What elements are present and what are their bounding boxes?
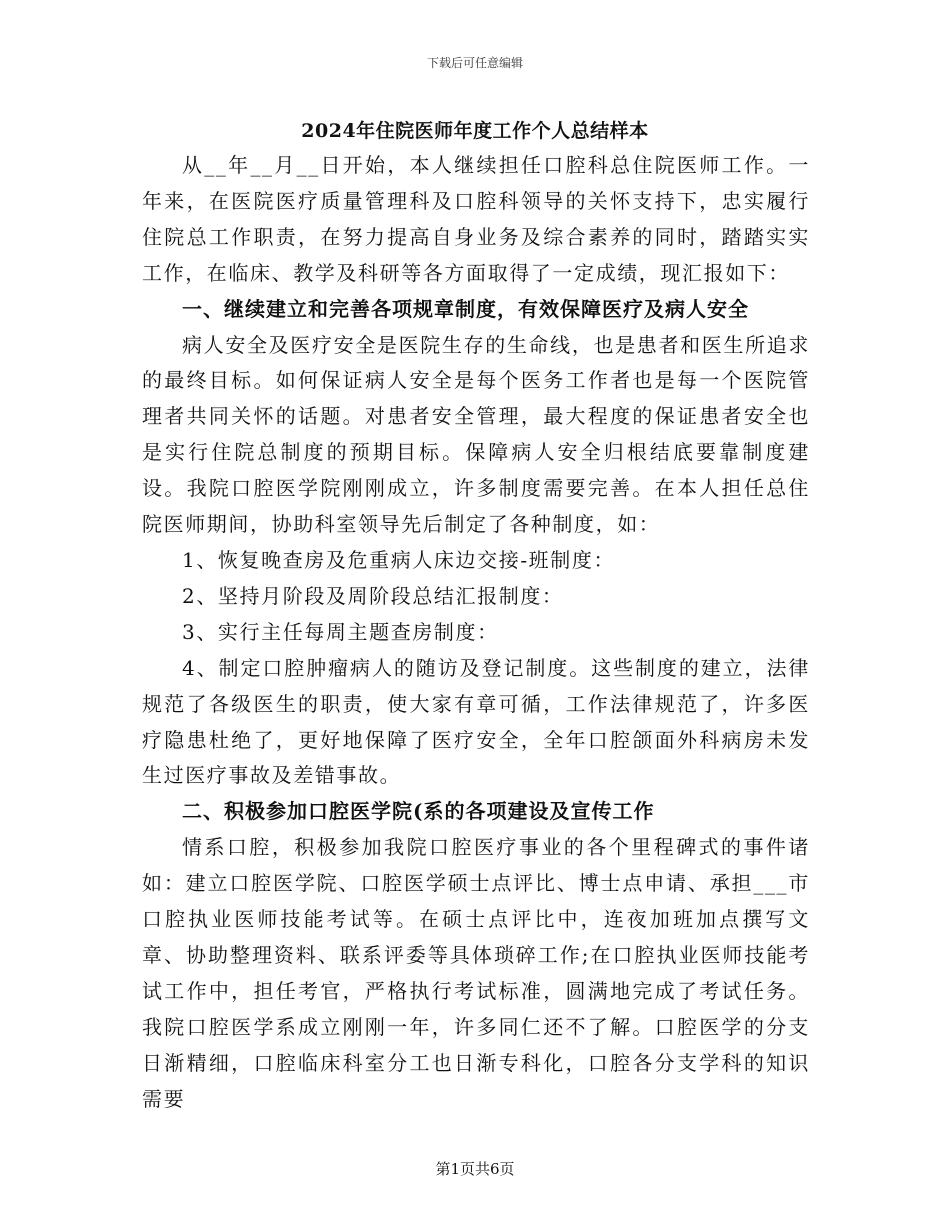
list-item-2: 2、坚持月阶段及周阶段总结汇报制度： <box>182 583 564 608</box>
section-heading-1: 一、继续建立和完善各项规章制度，有效保障医疗及病人安全 <box>182 296 749 321</box>
section-heading-2: 二、积极参加口腔医学院(系的各项建设及宣传工作 <box>182 799 655 824</box>
page-indicator: 第1页共6页 <box>435 1160 515 1178</box>
paragraph-intro: 从__年__月__日开始，本人继续担任口腔科总住院医师工作。一年来，在医院医疗质量管理科及口腔科领导的关怀支持下，忠实履行住院总工作职责，在努力提高自身业务及综合素养的同时，踏踏实实工作，在临床、教学及科研等各方面取得了一定成绩，现汇报如下： <box>142 153 810 285</box>
paragraph-stomatology: 情系口腔，积极参加我院口腔医疗事业的各个里程碑式的事件诸如：建立口腔医学院、口腔医学硕士点评比、博士点申请、承担___市口腔执业医师技能考试等。在硕士点评比中，连夜加班加点撰写文章、协助整理资料、联系评委等具体琐碎工作;在口腔执业医师技能考试工作中，担任考官，严格执行考试标准，圆满地完成了考试任务。我院口腔医学系成立刚刚一年，许多同仁还不了解。口腔医学的分支日渐精细，口腔临床科室分工也日渐专科化，口腔各分支学科的知识需要 <box>142 835 810 1111</box>
list-item-3: 3、实行主任每周主题查房制度： <box>182 619 499 644</box>
document-body <box>142 148 810 1117</box>
document-title: 2024年住院医师年度工作个人总结样本 <box>301 120 649 142</box>
paragraph-safety: 病人安全及医疗安全是医院生存的生命线，也是患者和医生所追求的最终目标。如何保证病人安全是每个医务工作者也是每一个医院管理者共同关怀的话题。对患者安全管理，最大程度的保证患者安全也是实行住院总制度的预期目标。保障病人安全归根结底要靠制度建设。我院口腔医学院刚刚成立，许多制度需要完善。在本人担任总住院医师期间，协助科室领导先后制定了各种制度，如： <box>142 332 810 537</box>
list-item-4: 4、制定口腔肿瘤病人的随访及登记制度。这些制度的建立，法律规范了各级医生的职责，使大家有章可循，工作法律规范了，许多医疗隐患杜绝了，更好地保障了医疗安全，全年口腔颌面外科病房未发生过医疗事故及差错事故。 <box>142 655 810 788</box>
list-item-1: 1、恢复晚查房及危重病人床边交接-班制度： <box>182 547 616 572</box>
header-note: 下载后可任意编辑 <box>426 56 523 70</box>
